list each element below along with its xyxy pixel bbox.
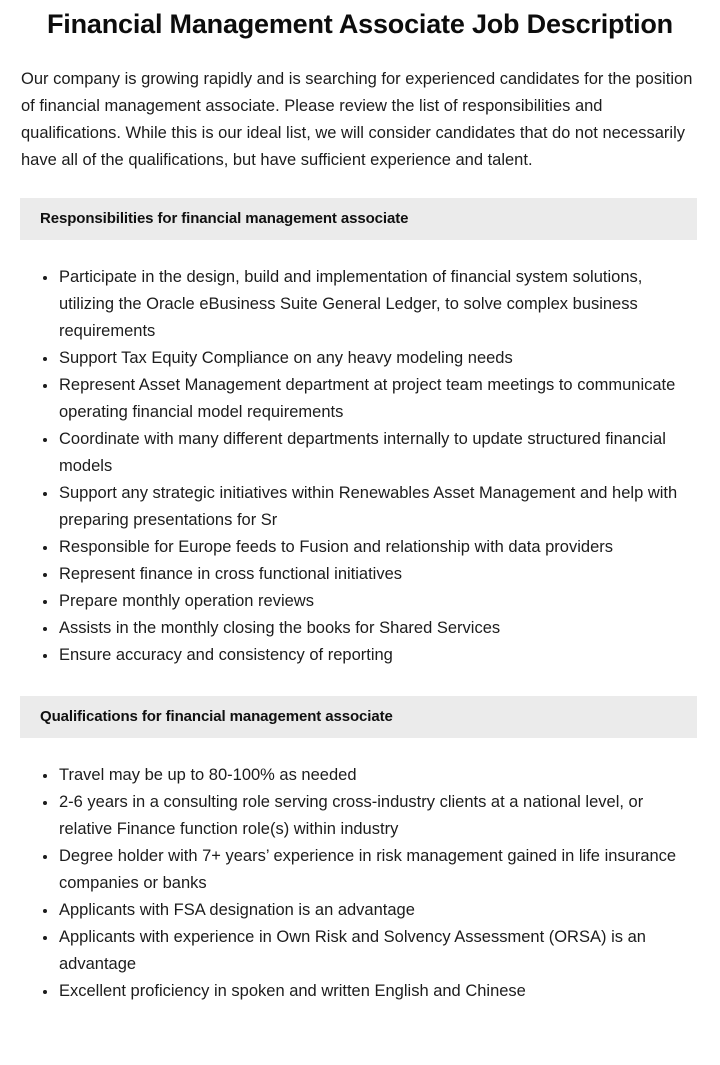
list-item: Applicants with FSA designation is an advantage (0, 897, 720, 924)
list-item: Support any strategic initiatives within Renewables Asset Management and help with preparing presentations for Sr (0, 480, 720, 534)
list-item: Excellent proficiency in spoken and written English and Chinese (0, 978, 720, 1005)
list-item: 2-6 years in a consulting role serving cross-industry clients at a national level, or relative Finance function role(s) within industry (0, 789, 720, 843)
list-item: Support Tax Equity Compliance on any heavy modeling needs (0, 345, 720, 372)
qualifications-list (0, 762, 720, 1005)
responsibilities-heading: Responsibilities for financial management associate (20, 198, 697, 240)
spacer (0, 174, 720, 198)
intro-paragraph: Our company is growing rapidly and is searching for experienced candidates for the position of financial management associate. Please review the list of responsibilities and qualifications. While this is our ideal list, we will consider candidates that do not necessarily have all of the qualifications, but have sufficient experience and talent. (21, 70, 693, 169)
spacer (0, 738, 720, 762)
responsibilities-list (0, 264, 720, 669)
list-item: Represent finance in cross functional initiatives (0, 561, 720, 588)
list-item: Participate in the design, build and implementation of financial system solutions, utilizing the Oracle eBusiness Suite General Ledger, to solve complex business requirements (0, 264, 720, 345)
qualifications-heading: Qualifications for financial management associate (20, 696, 697, 738)
list-item: Prepare monthly operation reviews (0, 588, 720, 615)
list-item: Ensure accuracy and consistency of reporting (0, 642, 720, 669)
spacer (0, 669, 720, 696)
list-item: Represent Asset Management department at project team meetings to communicate operating financial model requirements (0, 372, 720, 426)
spacer (0, 240, 720, 264)
list-item: Responsible for Europe feeds to Fusion and relationship with data providers (0, 534, 720, 561)
qualifications-section (0, 696, 720, 1005)
list-item: Assists in the monthly closing the books for Shared Services (0, 615, 720, 642)
list-item: Applicants with experience in Own Risk and Solvency Assessment (ORSA) is an advantage (0, 924, 720, 978)
list-item: Coordinate with many different departments internally to update structured financial models (0, 426, 720, 480)
responsibilities-section (0, 198, 720, 696)
list-item: Travel may be up to 80-100% as needed (0, 762, 720, 789)
list-item: Degree holder with 7+ years’ experience in risk management gained in life insurance companies or banks (0, 843, 720, 897)
page-title: Financial Management Associate Job Description (47, 9, 673, 39)
